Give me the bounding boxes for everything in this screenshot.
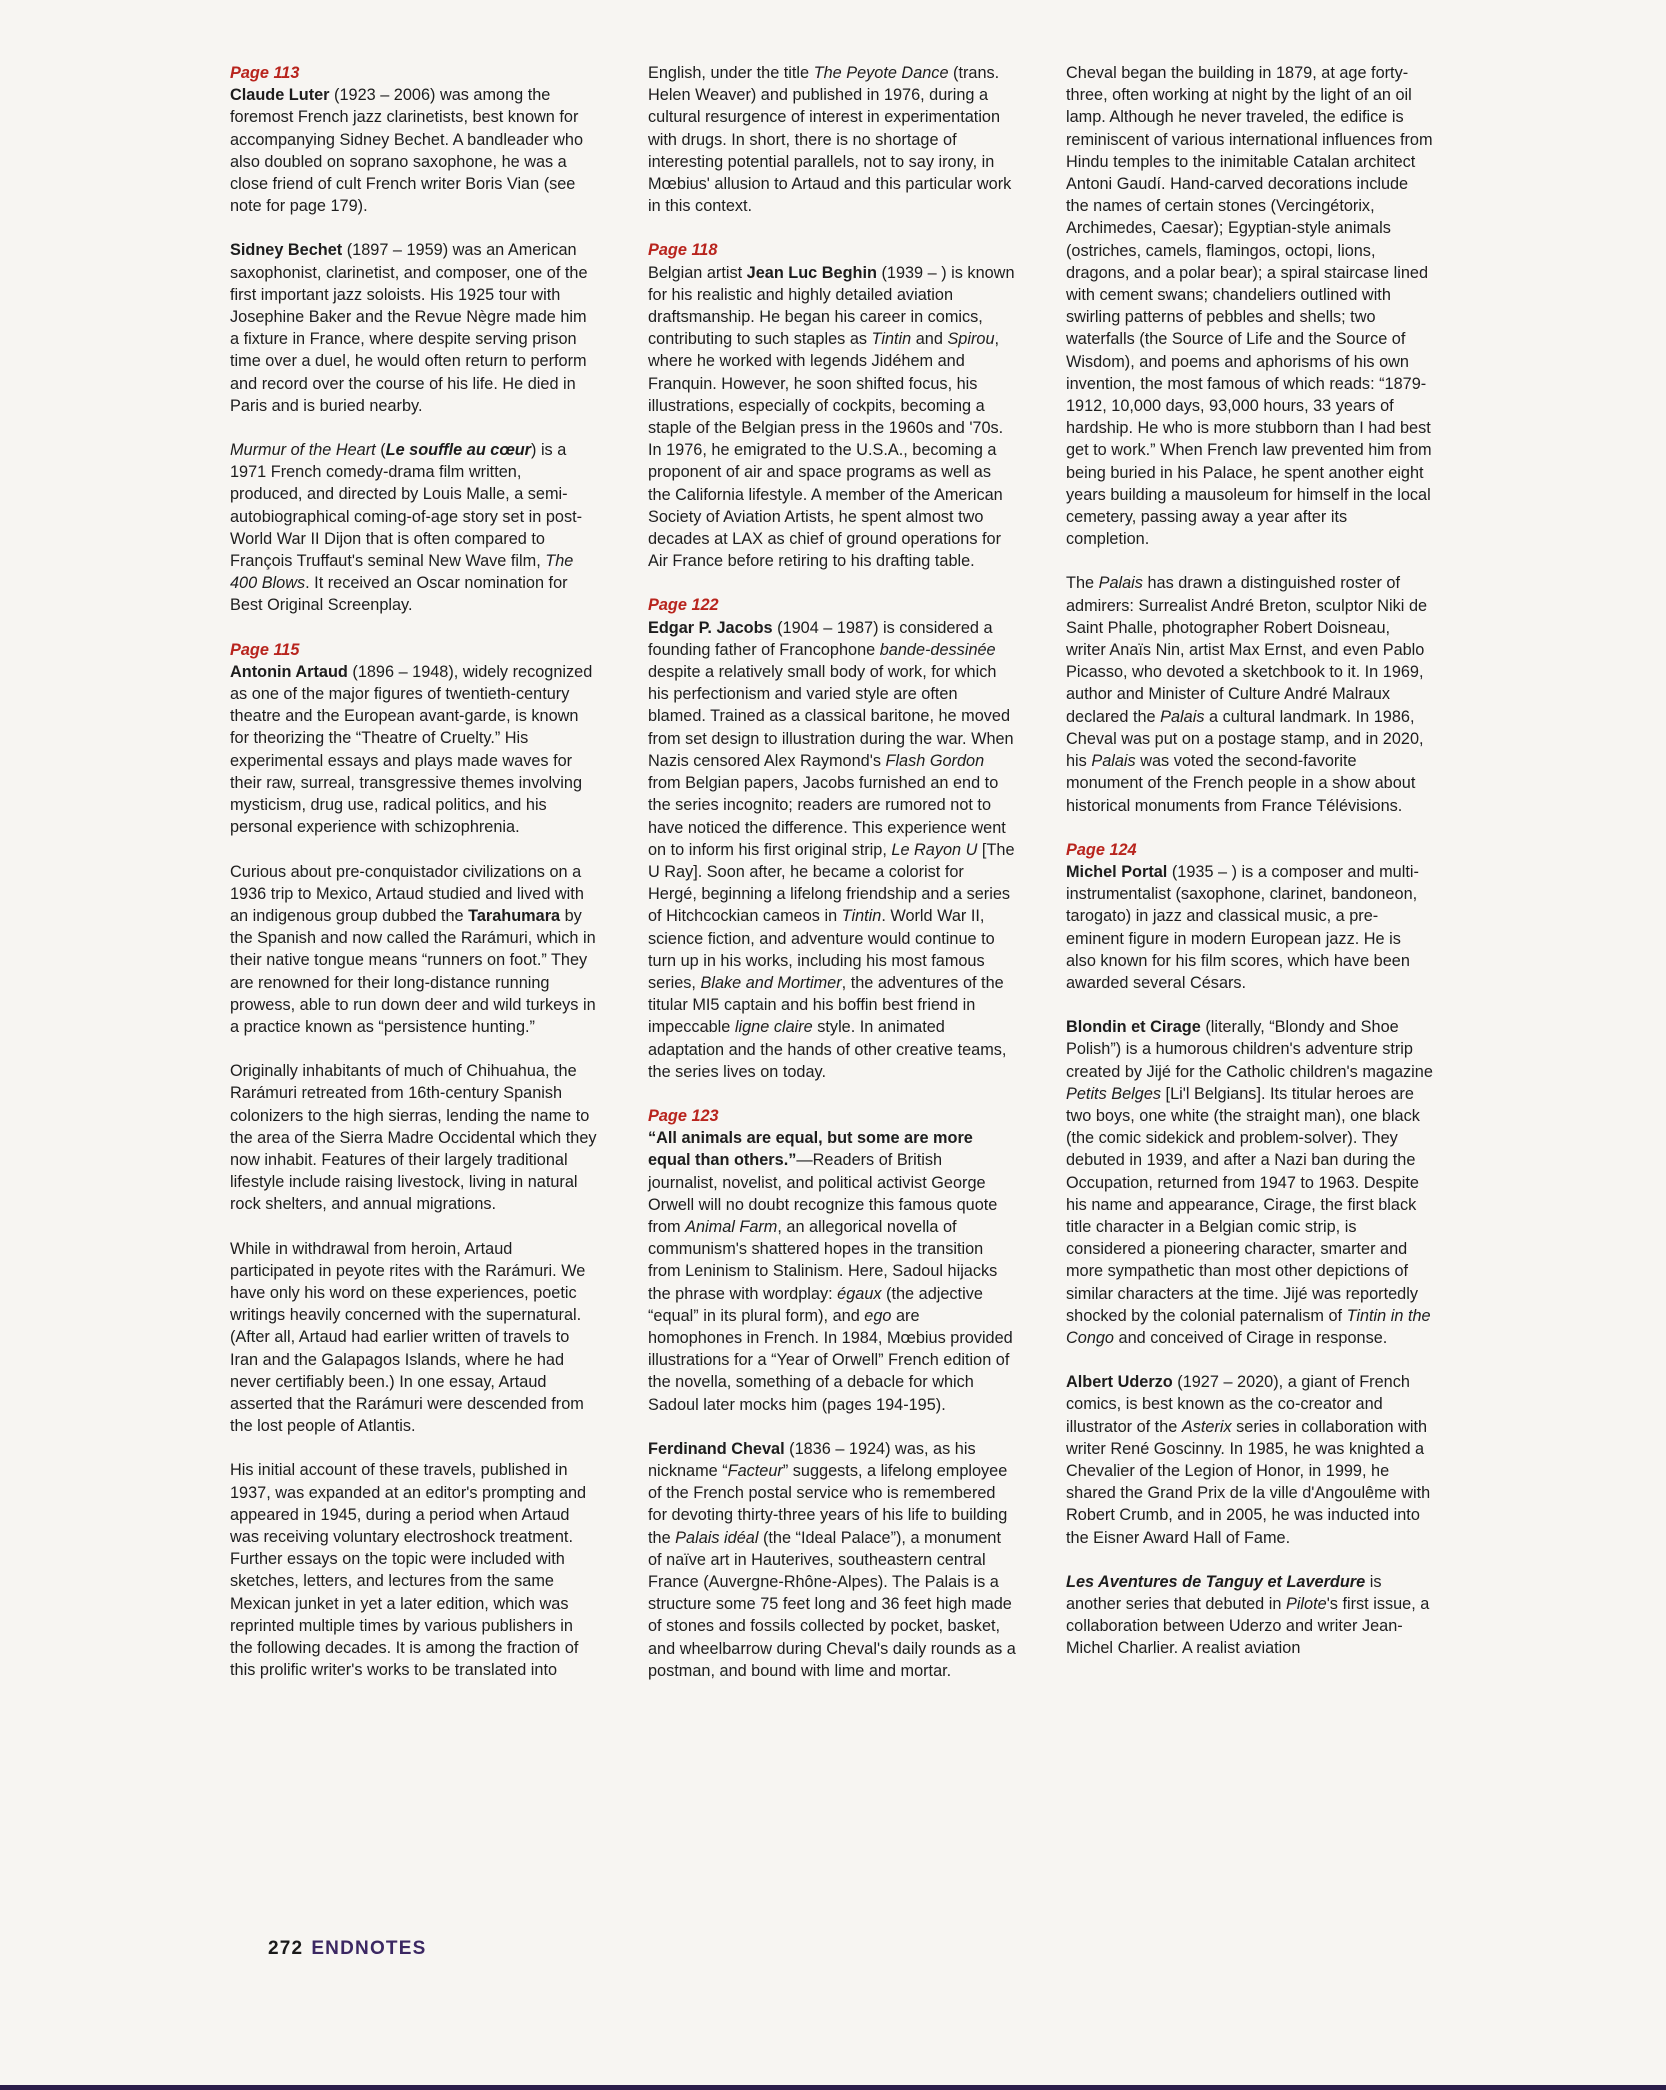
bottom-rule: [0, 2085, 1666, 2090]
page-number: 272: [268, 1938, 304, 1959]
endnotes-column-3: [1066, 62, 1434, 1660]
page-ref-123: Page 123: [648, 1106, 719, 1125]
note-initial-account: His initial account of these travels, published in 1937, was expanded at an editor's prompting and appeared in 1945, during a period when Artaud was receiving voluntary electroshock treatment. Further essays on the topic were included with sketches, letters, and lectures from the same Mexican junket in yet a later edition, which was reprinted multiple times by various publishers in the following decades. It is among the fraction of this prolific writer's works to be translated into: [230, 1461, 587, 1680]
note-claude-luter: Claude Luter (1923 – 2006) was among the foremost French jazz clarinetists, best known for accompanying Sidney Bechet. A bandleader who also doubled on soprano saxophone, he was a close friend of cult French writer Boris Vian (see note for page 179).: [230, 86, 584, 216]
note-chihuahua: Originally inhabitants of much of Chihuahua, the Rarámuri retreated from 16th-century Spanish colonizers to the high sierras, lending the name to the area of the Sierra Madre Occidental which they now inhabit. Features of their largely traditional lifestyle include raising livestock, living in natural rock shelters, and annual migrations.: [230, 1062, 597, 1214]
endnotes-column-2: [648, 62, 1016, 1682]
note-tanguy-et-laverdure: Les Aventures de Tanguy et Laverdure is another series that debuted in Pilote's first issue, a collaboration between Uderzo and writer Jean-Michel Charlier. A realist aviation: [1066, 1572, 1430, 1658]
note-ferdinand-cheval: Ferdinand Cheval (1836 – 1924) was, as his nickname “Facteur” suggests, a lifelong employee of the French postal service who is remembered for devoting thirty-three years of his life to building the Palais idéal (the “Ideal Palace”), a monument of naïve art in Hauterives, southeastern central France (Auvergne-Rhône-Alpes). The Palais is a structure some 75 feet long and 36 feet high made of stones and fossils collected by pocket, basket, and wheelbarrow during Cheval's daily rounds as a postman, and bound with lime and mortar.: [648, 1439, 1016, 1680]
note-edgar-p-jacobs: Edgar P. Jacobs (1904 – 1987) is considered a founding father of Francophone bande-dessinée despite a relatively small body of work, for which his perfectionism and varied style are often blamed. Trained as a classical baritone, he moved from set design to illustration during the war. When Nazis censored Alex Raymond's Flash Gordon from Belgian papers, Jacobs furnished an end to the series incognito; readers are rumored not to have noticed the difference. This experience went on to inform his first original strip, Le Rayon U [The U Ray]. Soon after, he became a colorist for Hergé, beginning a lifelong friendship and a series of Hitchcockian cameos in Tintin. World War II, science fiction, and adventure would continue to turn up in his works, including his most famous series, Blake and Mortimer, the adventures of the titular MI5 captain and his boffin best friend in impeccable ligne claire style. In animated adaptation and the hands of other creative teams, the series lives on today.: [648, 618, 1015, 1081]
endnotes-column-1: [230, 62, 598, 1681]
note-animal-farm: “All animals are equal, but some are more equal than others.”—Readers of British journalist, novelist, and political activist George Orwell will no doubt recognize this famous quote from Animal Farm, an allegorical novella of communism's shattered hopes in the transition from Leninism to Stalinism. Here, Sadoul hijacks the phrase with wordplay: égaux (the adjective “equal” in its plural form), and ego are homophones in French. In 1984, Mœbius provided illustrations for a “Year of Orwell” French edition of the novella, something of a debacle for which Sadoul later mocks him (pages 194-195).: [648, 1129, 1013, 1414]
note-cheval-building: Cheval began the building in 1879, at age forty-three, often working at night by the light of an oil lamp. Although he never traveled, the edifice is reminiscent of various international influences from Hindu temples to the inimitable Catalan architect Antoni Gaudí. Hand-carved decorations include the names of certain stones (Vercingétorix, Archimedes, Caesar); Egyptian-style animals (ostriches, camels, flamingos, octopi, lions, dragons, and a polar bear); a spiral staircase lined with cement swans; chandeliers outlined with swirling patterns of pebbles and shells; two waterfalls (the Source of Life and the Source of Wisdom), and poems and aphorisms of his own invention, the most famous of which reads: “1879-1912, 10,000 days, 93,000 hours, 33 years of hardship. He who is more stubborn than I had best get to work.” When French law prevented him from being buried in his Palace, he spent another eight years building a mausoleum for himself in the local cemetery, passing away a year after its completion.: [1066, 64, 1433, 549]
page-footer: [268, 1938, 426, 1960]
note-antonin-artaud: Antonin Artaud (1896 – 1948), widely recognized as one of the major figures of twentieth-century theatre and the European avant-garde, is known for theorizing the “Theatre of Cruelty.” His experimental essays and plays made waves for their raw, surreal, transgressive themes involving mysticism, drug use, radical politics, and his personal experience with schizophrenia.: [230, 662, 593, 837]
note-blondin-et-cirage: Blondin et Cirage (literally, “Blondy and Shoe Polish”) is a humorous children's adventure strip created by Jijé for the Catholic children's magazine Petits Belges [Li'l Belgians]. Its titular heroes are two boys, one white (the straight man), one black (the comic sidekick and problem-solver). They debuted in 1939, and after a Nazi ban during the Occupation, returned from 1947 to 1963. Despite his name and appearance, Cirage, the first black title character in a Belgian comic strip, is considered a pioneering character, smarter and more sympathetic than most other depictions of similar characters at the time. Jijé was reportedly shocked by the colonial paternalism of Tintin in the Congo and conceived of Cirage in response.: [1066, 1018, 1433, 1347]
page-ref-118: Page 118: [648, 241, 718, 260]
page-ref-113: Page 113: [230, 64, 300, 82]
section-label: ENDNOTES: [311, 1938, 427, 1959]
note-murmur-of-the-heart: Murmur of the Heart (Le souffle au cœur) is a 1971 French comedy-drama film written, produced, and directed by Louis Malle, a semi-autobiographical coming-of-age story set in post-World War II Dijon that is often compared to François Truffaut's seminal New Wave film, The 400 Blows. It received an Oscar nomination for Best Original Screenplay.: [230, 441, 583, 615]
note-peyote-dance-cont: English, under the title The Peyote Dance (trans. Helen Weaver) and published in 1976, during a cultural resurgence of interest in experimentation with drugs. In short, there is no shortage of interesting potential parallels, not to say irony, in Mœbius' allusion to Artaud and this particular work in this context.: [648, 64, 1012, 216]
page-ref-124: Page 124: [1066, 840, 1137, 859]
note-tarahumara: Curious about pre-conquistador civilizations on a 1936 trip to Mexico, Artaud studied and lived with an indigenous group dubbed the Tarahumara by the Spanish and now called the Rarámuri, which in their native tongue means “runners on foot.” They are renowned for their long-distance running prowess, able to run down deer and wild turkeys in a practice known as “persistence hunting.”: [230, 862, 596, 1036]
note-peyote-rites: While in withdrawal from heroin, Artaud participated in peyote rites with the Rarámuri. We have only his word on these experiences, poetic writings heavily concerned with the supernatural. (After all, Artaud had earlier written of travels to Iran and the Galapagos Islands, where he had never certifiably been.) In one essay, Artaud asserted that the Rarámuri were descended from the lost people of Atlantis.: [230, 1239, 586, 1436]
note-palais-admirers: The Palais has drawn a distinguished roster of admirers: Surrealist André Breton, sculptor Niki de Saint Phalle, photographer Robert Doisneau, writer Anaïs Nin, artist Max Ernst, and even Pablo Picasso, who devoted a sketchbook to it. In 1969, author and Minister of Culture André Malraux declared the Palais a cultural landmark. In 1986, Cheval was put on a postage stamp, and in 2020, his Palais was voted the second-favorite monument of the French people in a show about historical monuments from France Télévisions.: [1066, 574, 1428, 815]
page-ref-122: Page 122: [648, 596, 719, 615]
note-jean-luc-beghin: Belgian artist Jean Luc Beghin (1939 – ) is known for his realistic and highly detailed aviation draftsmanship. He began his career in comics, contributing to such staples as Tintin and Spirou, where he worked with legends Jidéhem and Franquin. However, he soon shifted focus, his illustrations, especially of cockpits, becoming a staple of the Belgian press in the 1960s and '70s. In 1976, he emigrated to the U.S.A., becoming a proponent of air and space programs as well as the California lifestyle. A member of the American Society of Aviation Artists, he spent almost two decades at LAX as chief of ground operations for Air France before retiring to his drafting table.: [648, 263, 1015, 571]
note-sidney-bechet: Sidney Bechet (1897 – 1959) was an American saxophonist, clarinetist, and composer, one of the first important jazz soloists. His 1925 tour with Josephine Baker and the Revue Nègre made him a fixture in France, where despite serving prison time over a duel, he would often return to perform and record over the course of his life. He died in Paris and is buried nearby.: [230, 241, 588, 415]
note-michel-portal: Michel Portal (1935 – ) is a composer and multi-instrumentalist (saxophone, clarinet, bandoneon, tarogato) in jazz and classical music, a pre-eminent figure in modern European jazz. He is also known for his film scores, which have been awarded several Césars.: [1066, 862, 1419, 992]
page-ref-115: Page 115: [230, 640, 300, 659]
note-albert-uderzo: Albert Uderzo (1927 – 2020), a giant of French comics, is best known as the co-creator and illustrator of the Asterix series in collaboration with writer René Goscinny. In 1985, he was knighted a Chevalier of the Legion of Honor, in 1999, he shared the Grand Prix de la ville d'Angoulême with Robert Crumb, and in 2005, he was inducted into the Eisner Award Hall of Fame.: [1066, 1373, 1431, 1547]
